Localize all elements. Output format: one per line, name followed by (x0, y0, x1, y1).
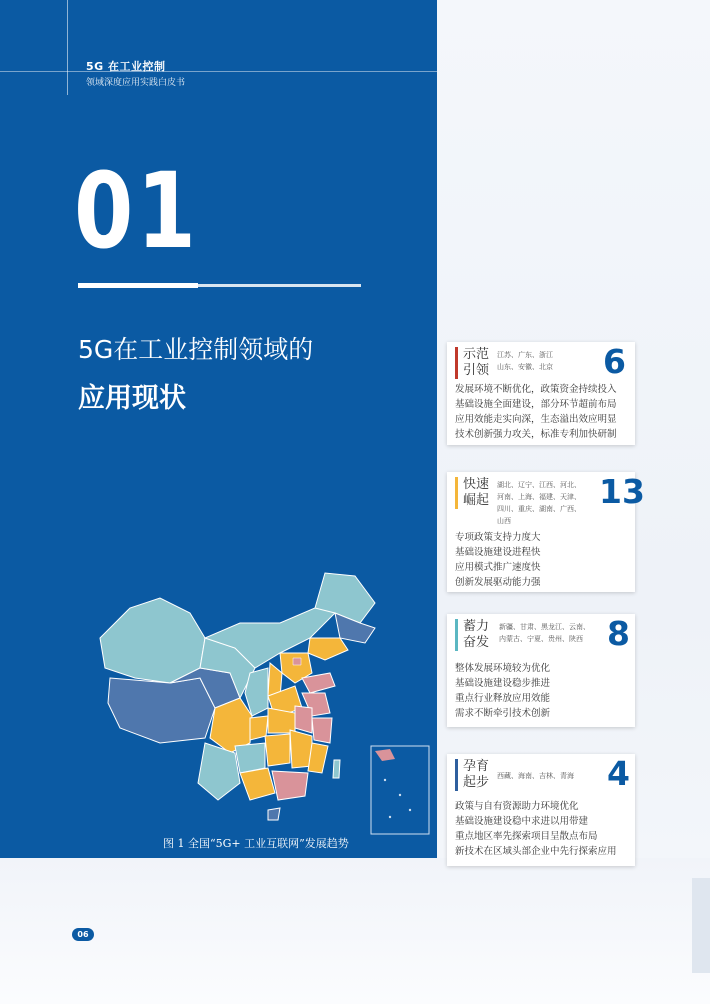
region-guangdong (272, 771, 308, 800)
chapter-number: 01 (74, 150, 200, 272)
region-liaoning (308, 638, 348, 660)
province-list: 湖北、辽宁、江西、河北、 河南、上海、福建、天津、 四川、重庆、湖南、广西、 山西 (497, 481, 581, 525)
category-description: 整体发展环境较为优化 基础设施建设稳步推进 重点行业释放应用效能 需求不断牵引技术创新 (455, 663, 551, 719)
region-guizhou (235, 743, 265, 773)
region-guangxi (240, 768, 275, 800)
region-hainan (268, 808, 280, 820)
chapter-title-line2: 应用现状 (78, 383, 186, 414)
province-count: 6 (603, 342, 626, 381)
category-label: 快速 崛起 (455, 477, 489, 509)
province-count: 4 (607, 754, 630, 793)
province-list: 新疆、甘肃、黑龙江、云南、 内蒙古、宁夏、贵州、陕西 (499, 623, 590, 643)
category-description: 政策与自有资源助力环境优化 基础设施建设稳中求进以用带建 重点地区率先探索项目呈散点布局 新技术在区域头部企业中先行探索应用 (455, 801, 617, 857)
doc-title: 5G 在工业控制 (86, 60, 166, 73)
category-card-nurture (447, 754, 635, 866)
region-fujian (308, 743, 328, 773)
category-description: 发展环境不断优化，政策资金持续投入 基础设施全面建设，部分环节超前布局 应用效能走实向深，生态溢出效应明显 技术创新强力攻关，标准专利加快研制 (455, 384, 617, 440)
category-card-rapid (447, 472, 645, 592)
decorative-strip (692, 878, 710, 973)
region-xinjiang (100, 598, 205, 683)
province-list: 西藏、海南、吉林、青海 (497, 772, 574, 780)
category-card-demo (447, 342, 635, 445)
category-card-strong (447, 614, 635, 727)
region-anhui (295, 706, 312, 733)
region-tibet (108, 678, 215, 743)
category-label: 示范 引领 (455, 347, 489, 379)
header-horizontal-rule (0, 71, 437, 72)
province-count: 8 (607, 614, 630, 653)
category-label: 孕育 起步 (455, 759, 489, 791)
region-taiwan (333, 760, 340, 778)
region-beijing (293, 658, 301, 665)
region-jiangxi (290, 730, 312, 768)
background-bottom (0, 858, 710, 1004)
south-china-sea-inset (370, 745, 430, 835)
map-caption: 图 1 全国“5G+ 工业互联网”发展趋势 (163, 837, 349, 850)
chapter-title-line1: 5G在工业控制领域的 (78, 335, 314, 364)
region-hunan (265, 734, 290, 766)
header-vertical-rule (67, 0, 68, 95)
region-hubei (268, 708, 295, 733)
region-zhejiang (312, 718, 332, 743)
page-number: 06 (72, 928, 94, 941)
doc-subtitle: 领域深度应用实践白皮书 (86, 78, 186, 88)
category-description: 专项政策支持力度大 基础设施建设进程快 应用模式推广速度快 创新发展驱动能力强 (455, 532, 541, 588)
province-list: 江苏、广东、浙江 山东、安徽、北京 (497, 351, 553, 371)
chapter-rule-accent (78, 283, 198, 288)
category-label: 蓄力 奋发 (455, 619, 489, 651)
province-count: 13 (599, 472, 645, 511)
